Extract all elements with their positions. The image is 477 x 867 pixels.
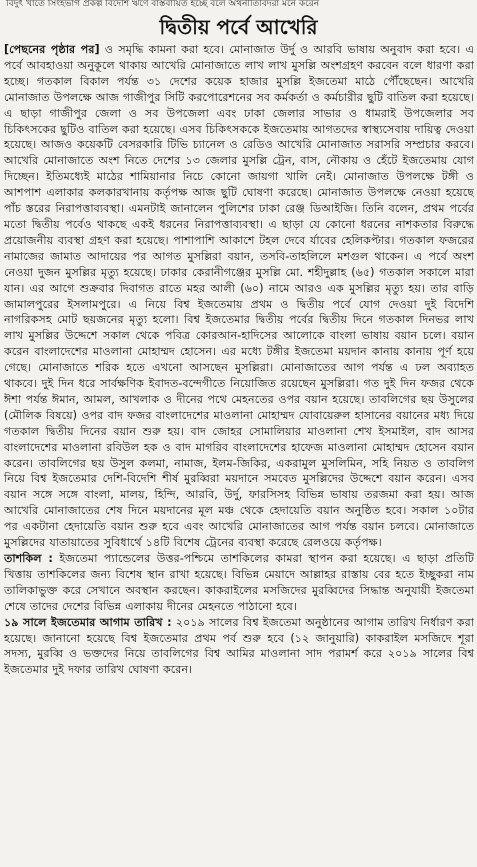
- article-headline: দ্বিতীয় পর্বে আখেরি: [159, 15, 318, 39]
- paragraph-2019-dates: [4, 615, 474, 679]
- paragraph-tashkil: [4, 551, 474, 615]
- paragraph-1: [4, 42, 474, 551]
- subhead-tashkil: তাশকিল :: [4, 552, 53, 565]
- article-body: [4, 42, 474, 864]
- paragraph-2019-dates-text: ২০১৯ সালের বিশ্ব ইজতেমা অনুষ্ঠানের আগাম তারিখ নির্ধারণ করা হয়েছে। জানানো হয়েছে বিশ্ব ইজতেমার প্রথম পর্ব শুরু হবে (১২ জানুয়ারি) কাকরাইল মসজিদে শূরা সদস্য, মুরব্বি ও ভক্তদের নিয়ে তাবলিগের বিশ্ব আমির মাওলানা সাদ পরামর্শ করে ২০১৯ সালের বিশ্ব ইজতেমার দুই দফার তারিখ ঘোষণা করেন।: [4, 615, 474, 677]
- cut-off-top-line: বিদুৎ খাতে সিংহভাগ প্রকল্প বিদেশি ঋণে বাস্তবায়িত হচ্ছে বলে অর্থনীতিবিদরা মনে করেন: [6, 0, 320, 9]
- paragraph-1-text: ও সমৃদ্ধি কামনা করা হবে। মোনাজাত উর্দু ও আরবি ভাষায় অনুবাদ করা হবে। এ পর্বে আবহাওয়া অনুকূলে থাকায় আখেরি মোনাজাতে লাখ লাখ মুসল্লি অংশগ্রহণ করবেন বলে ধারণা করা হচ্ছে। গতকাল বিকাল পর্যন্ত ৩১ দেশের কয়েক হাজার মুসল্লি ইজতেমা মাঠে পৌঁছেছেন। আখেরি মোনাজাত উপলক্ষে আজ গাজীপুর সিটি করপোরেশনের সব কর্মকর্তা ও কর্মচারীর ছুটি বাতিল করা হয়েছে। এ ছাড়া গাজীপুর জেলা ও সব উপজেলা এবং ঢাকা জেলার সাভার ও ধামরাই উপজেলার সব চিকিৎসকের ছুটিও বাতিল করা হয়েছে। এসব চিকিৎসককে ইজতেমায় আগতদের স্বাস্থ্যসেবায় দায়িত্ব দেওয়া হয়েছে। আজও কয়েকটি বেসরকারি টিভি চ্যানেল ও রেডিও আখেরি মোনাজাত সরাসরি সম্প্রচার করবে। আখেরি মোনাজাতে অংশ নিতে দেশের ১৩ জেলার মুসল্লি ট্রেন, বাস, নৌকায় ও হেঁটে ইজতেমায় যোগ দিচ্ছেন। ইতিমধ্যেই মাঠের শামিয়ানার নিচে কোনো জায়গা খালি নেই। মোনাজাত উপলক্ষে টঙ্গী ও আশপাশ এলাকার কলকারখানায় কর্তৃপক্ষ আজ ছুটি ঘোষণা করেছে। মোনাজাত উপলক্ষে নেওয়া হয়েছে পাঁচ স্তরের নিরাপত্তাব্যবস্থা। এমনটাই জানালেন পুলিশের ঢাকা রেঞ্জ ডিআইজি। তিনি বলেন, প্রথম পর্বের মতো দ্বিতীয় পর্বেও থাকছে একই ধরনের নিরাপত্তাব্যবস্থা। এ ছাড়া যে কোনো ধরনের নাশকতার বিরুদ্ধে প্রয়োজনীয় ব্যবস্থা গ্রহণ করা হয়েছে। পাশাপাশি আকাশে টহল দেবে র্যাবের হেলিকপ্টার। গতকাল ফজরের নামাজের জামাত আদায়ের পর আগত মুসল্লিরা বয়ান, তসবি-তাহলিলে মশগুল থাকেন। এ পর্বে অংশ নেওয়া দুজন মুসল্লির মৃত্যু হয়েছে। ঢাকার কেরানীগঞ্জের মুসল্লি মো. শহীদুল্লাহ (৬৫) গতকাল সকালে মারা যান। এর আগে শুক্রবার দিবাগত রাতে মহর আলী (৬০) নামে আরও এক মুসল্লির মৃত্যু হয়। তার বাড়ি জামালপুরের ইসলামপুরে। এ নিয়ে বিশ্ব ইজতেমায় প্রথম ও দ্বিতীয় পর্বে যোগ দেওয়া দুই বিদেশি নাগরিকসহ মোট ছয়জনের মৃত্যু হলো। বিশ্ব ইজতেমার দ্বিতীয় পর্বের দ্বিতীয় দিনে গতকাল দিনভর লাখ লাখ মুসল্লির উদ্দেশে সকাল থেকে পবিত্র কোরআন-হাদিসের আলোকে বাংলা ভাষায় বয়ান চলে। বয়ান করেন বাংলাদেশের মাওলানা মোহাম্মদ হোসেন। এর মধ্যে টঙ্গীর ইজতেমা ময়দান কানায় কানায় পূর্ণ হয়ে গেছে। মোনাজাতে শরিক হতে এখনো আসছেন মুসল্লিরা। মোনাজাতের আগ পর্যন্ত এ ঢল অব্যাহত থাকবে। দুই দিন ধরে সার্বক্ষণিক ইবাদত-বন্দেগীতে নিয়োজিত রয়েছেন মুসল্লিরা। গত দুই দিন ফজর থেকে ঈশা পর্যন্ত ঈমান, আমল, আখলাক ও দীনের পথে মেহনতের ওপর বয়ান হয়েছে। তাবলিগের ছয় উসুলের (মৌলিক বিষয়ে) ওপর বাদ ফজর বাংলাদেশের মাওলানা মোহাম্মদ যোবায়েরুল হাসানের বয়ানের মধ্য দিয়ে গতকাল দ্বিতীয় দিনের বয়ান শুরু হয়। বাদ জোহর সোমালিয়ার মাওলানা শেখ ইসমাইল, বাদ আসর বাংলাদেশের মাওলানা রবিউল হক ও বাদ মাগরিব বাংলাদেশের হাফেজ মাওলানা মোহাম্মদ হোসেন বয়ান করেন। তাবলিগের ছয় উসুল কলমা, নামাজ, ইলম-জিকির, একরামুল মুসলিমিন, সহি নিয়ত ও তাবলিগ নিয়ে বিশ্ব ইজতেমার দেশি-বিদেশি শীর্ষ মুরব্বিরা ময়দানে সমবেত মুসল্লিদের উদ্দেশে বয়ান করেন। এসব বয়ান সঙ্গে সঙ্গে বাংলা, মালয়, হিন্দি, আরবি, উর্দু, ফারসিসহ বিভিন্ন ভাষায় তরজমা করা হয়। আজ আখেরি মোনাজাতের শেষ দিনে ময়দানের মূল মঞ্চ থেকে হেদায়েতি বয়ান অনুষ্ঠিত হবে। সকাল ১০টার পর একটানা হেদায়েতি বয়ান শুরু হবে এবং আখেরি মোনাজাতের আগ পর্যন্ত বয়ান চলবে। মোনাজাতে মুসল্লিদের যাতায়াতের সুবিধার্থে ১৪টি বিশেষ ট্রেনের ব্যবস্থা করেছে রেলওয়ে কর্তৃপক্ষ।: [4, 43, 474, 550]
- paragraph-tashkil-text: ইজতেমা প্যান্ডেলের উত্তর-পশ্চিমে তাশকিলের কামরা স্থাপন করা হয়েছে। এ ছাড়া প্রতিটি খিত্তায় তাশকিলের জন্য বিশেষ স্থান রাখা হয়েছে। বিভিন্ন মেয়াদে আল্লাহর রাস্তায় বের হতে ইচ্ছুকরা নাম তালিকাভুক্ত করে সেখানে অবস্থান করছেন। কাকরাইলের মসজিদের মুরব্বিদের সিদ্ধান্ত অনুযায়ী ইজতেমা শেষে তাদের দেশের বিভিন্ন এলাকায় দীনের মেহনতে পাঠানো হবে।: [4, 552, 474, 613]
- continued-from-back-page: [পেছনের পৃষ্ঠার পর]: [4, 43, 100, 56]
- subhead-2019-dates: ১৯ সালে ইজতেমার আগাম তারিখ :: [4, 615, 172, 629]
